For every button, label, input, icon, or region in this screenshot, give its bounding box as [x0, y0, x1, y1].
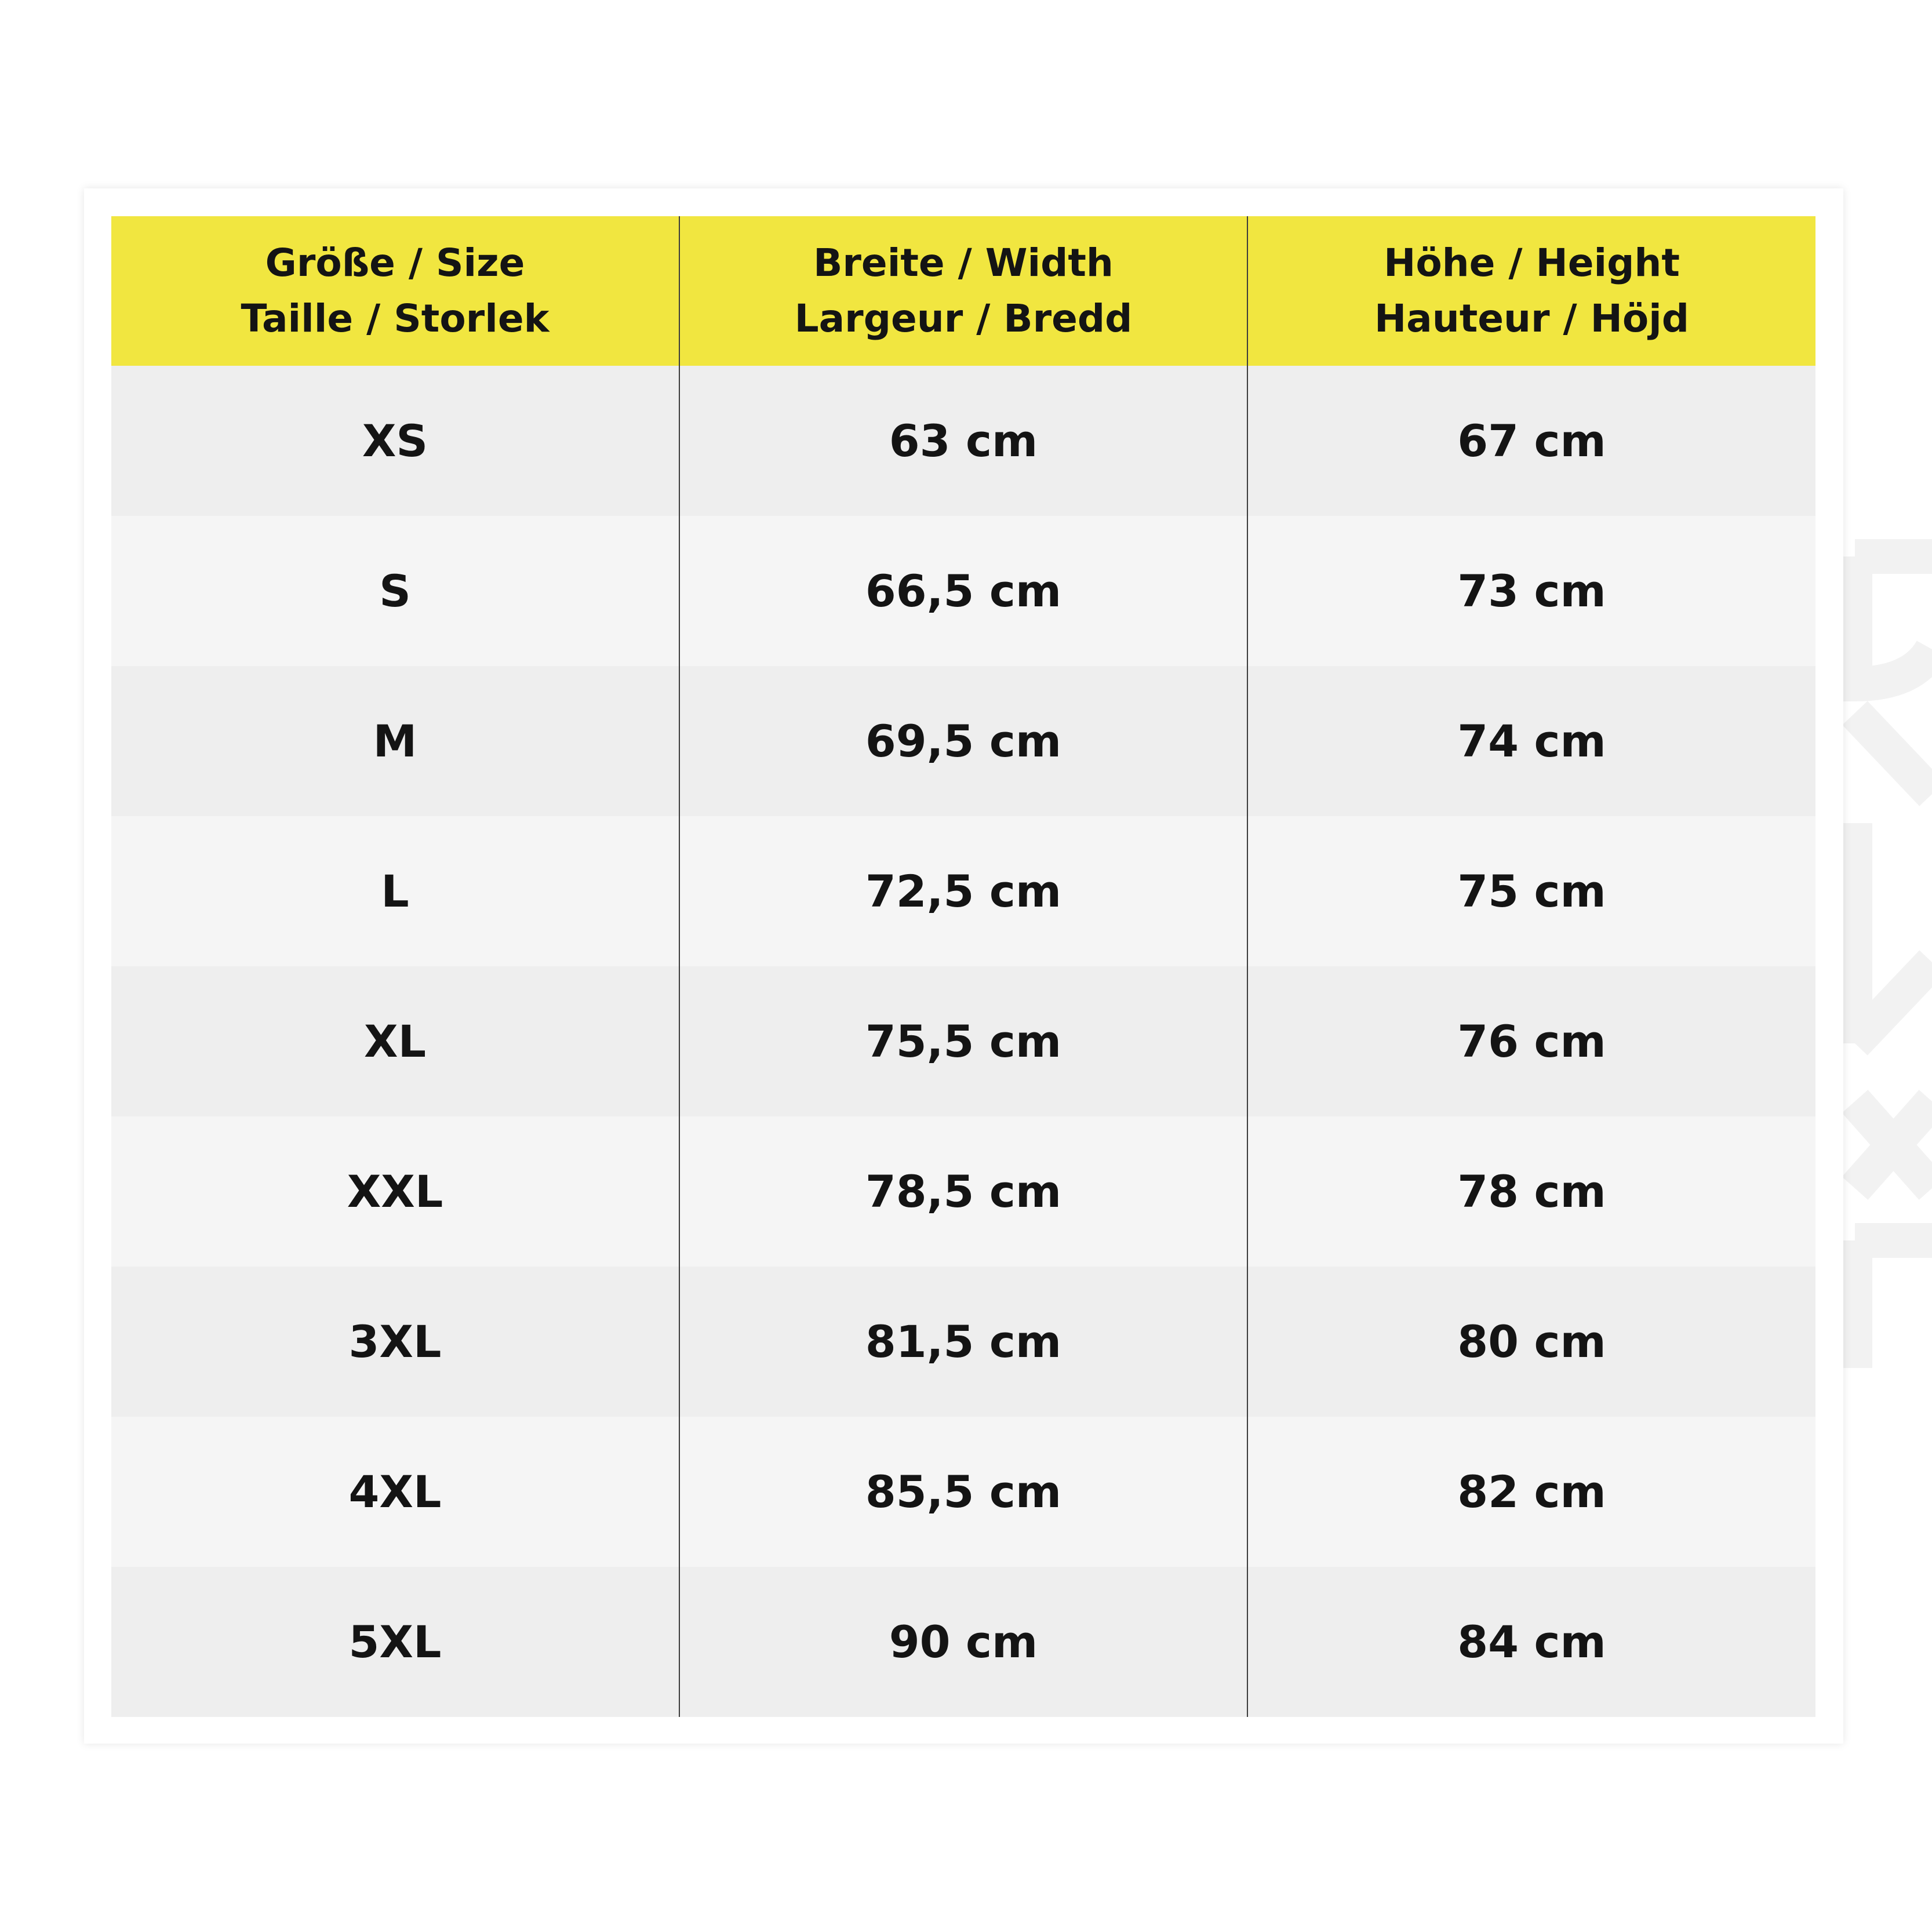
table-row [111, 1567, 1815, 1717]
header-width-line1: Breite / Width [813, 241, 1114, 285]
width-cell: 63 cm [679, 366, 1247, 516]
width-cell: 72,5 cm [679, 816, 1247, 966]
header-height [1247, 216, 1815, 366]
size-cell: 4XL [111, 1417, 679, 1567]
width-cell: 85,5 cm [679, 1417, 1247, 1567]
size-cell: 3XL [111, 1267, 679, 1417]
watermark-logo [1843, 522, 1932, 1391]
header-width [679, 216, 1247, 366]
header-height-line1: Höhe / Height [1384, 241, 1680, 285]
height-cell: 73 cm [1247, 516, 1815, 666]
height-cell: 74 cm [1247, 666, 1815, 816]
height-cell: 84 cm [1247, 1567, 1815, 1717]
table-row [111, 366, 1815, 516]
size-chart-card [84, 188, 1843, 1744]
width-cell: 90 cm [679, 1567, 1247, 1717]
table-row [111, 666, 1815, 816]
table-row [111, 516, 1815, 666]
size-cell: XL [111, 966, 679, 1116]
size-cell: XS [111, 366, 679, 516]
header-row [111, 216, 1815, 366]
height-cell: 80 cm [1247, 1267, 1815, 1417]
size-cell: S [111, 516, 679, 666]
width-cell: 78,5 cm [679, 1116, 1247, 1267]
height-cell: 76 cm [1247, 966, 1815, 1116]
size-cell: 5XL [111, 1567, 679, 1717]
table-row [111, 1267, 1815, 1417]
header-size-line1: Größe / Size [265, 241, 525, 285]
header-size [111, 216, 679, 366]
header-width-line2: Largeur / Bredd [794, 296, 1133, 341]
header-height-line2: Hauteur / Höjd [1374, 296, 1690, 341]
table-row [111, 1417, 1815, 1567]
width-cell: 66,5 cm [679, 516, 1247, 666]
size-cell: L [111, 816, 679, 966]
width-cell: 81,5 cm [679, 1267, 1247, 1417]
size-cell: M [111, 666, 679, 816]
height-cell: 82 cm [1247, 1417, 1815, 1567]
size-cell: XXL [111, 1116, 679, 1267]
height-cell: 78 cm [1247, 1116, 1815, 1267]
size-chart-table [111, 216, 1815, 1717]
header-size-line2: Taille / Storlek [241, 296, 550, 341]
height-cell: 75 cm [1247, 816, 1815, 966]
width-cell: 69,5 cm [679, 666, 1247, 816]
table-row [111, 816, 1815, 966]
height-cell: 67 cm [1247, 366, 1815, 516]
width-cell: 75,5 cm [679, 966, 1247, 1116]
table-row [111, 1116, 1815, 1267]
table-row [111, 966, 1815, 1116]
